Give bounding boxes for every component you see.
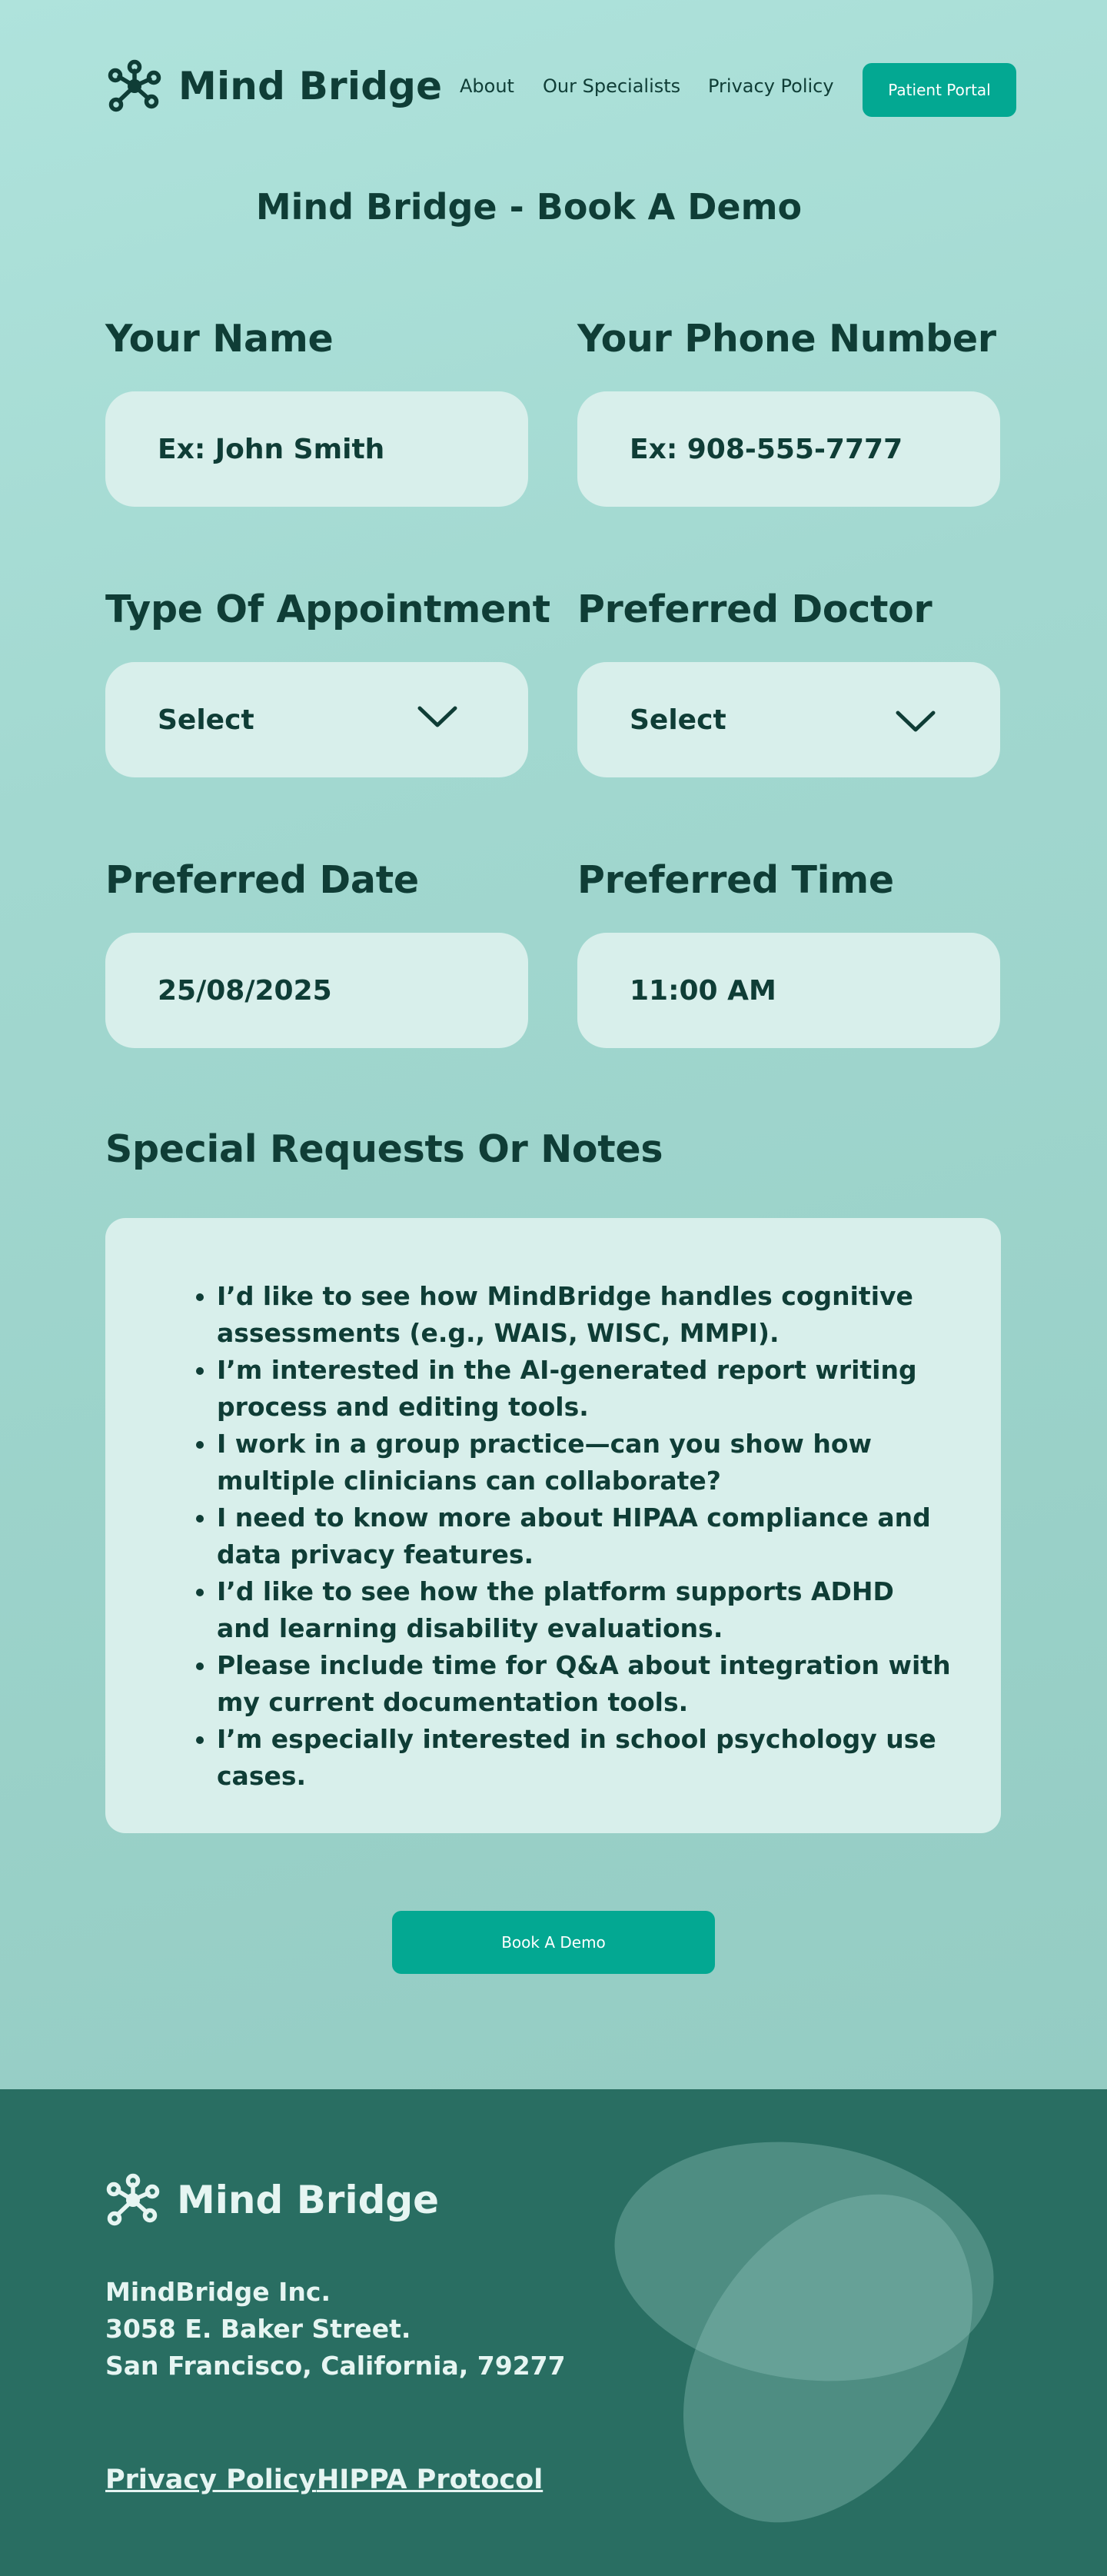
preferred-doctor-select[interactable] xyxy=(577,662,1000,777)
street-address: 3058 E. Baker Street. xyxy=(105,2314,411,2344)
notes-list xyxy=(186,1278,955,1795)
molecule-logo-icon xyxy=(106,2172,160,2228)
chevron-down-icon xyxy=(896,710,936,733)
phone-label: Your Phone Number xyxy=(577,317,996,361)
phone-input[interactable] xyxy=(577,391,1000,507)
chevron-down-icon xyxy=(417,705,457,728)
footer-privacy-policy-link[interactable]: Privacy Policy xyxy=(105,2465,317,2495)
preferred-time-label: Preferred Time xyxy=(577,858,894,902)
header-logo[interactable] xyxy=(108,58,442,114)
appointment-type-label: Type Of Appointment xyxy=(105,587,550,631)
page-title: Mind Bridge - Book A Demo xyxy=(255,186,803,228)
name-input[interactable] xyxy=(105,391,528,507)
preferred-time-input[interactable] xyxy=(577,933,1000,1048)
brand-name: Mind Bridge xyxy=(178,64,443,108)
nav-our-specialists[interactable]: Our Specialists xyxy=(543,75,681,97)
preferred-date-value: 25/08/2025 xyxy=(158,974,332,1007)
note-item: • I’d like to see how the platform supports ADHD and learning disability evaluations. xyxy=(217,1573,955,1647)
footer-brand-name: Mind Bridge xyxy=(177,2178,440,2222)
note-item: • Please include time for Q&A about integration with my current documentation tools. xyxy=(217,1647,955,1721)
preferred-date-label: Preferred Date xyxy=(105,858,419,902)
appointment-type-select[interactable] xyxy=(105,662,528,777)
preferred-doctor-label: Preferred Doctor xyxy=(577,587,932,631)
nav-about[interactable]: About xyxy=(460,75,514,97)
company-name: MindBridge Inc. xyxy=(105,2277,331,2307)
footer-logo[interactable] xyxy=(106,2172,439,2228)
name-placeholder: Ex: John Smith xyxy=(158,433,385,465)
molecule-logo-icon xyxy=(108,58,161,114)
footer-hippa-protocol-link[interactable]: HIPPA Protocol xyxy=(317,2465,544,2495)
name-label: Your Name xyxy=(105,317,334,361)
book-demo-button[interactable]: Book A Demo xyxy=(392,1911,715,1974)
note-item: • I’m interested in the AI-generated report writing process and editing tools. xyxy=(217,1352,955,1426)
patient-portal-button[interactable]: Patient Portal xyxy=(863,63,1016,117)
note-item: • I need to know more about HIPAA compliance and data privacy features. xyxy=(217,1499,955,1573)
footer xyxy=(0,2089,1107,2576)
footer-address xyxy=(105,2274,566,2385)
phone-placeholder: Ex: 908-555-7777 xyxy=(630,433,903,465)
appointment-type-value: Select xyxy=(158,704,254,736)
preferred-time-value: 11:00 AM xyxy=(630,974,776,1007)
notes-label: Special Requests Or Notes xyxy=(105,1127,663,1171)
city-address: San Francisco, California, 79277 xyxy=(105,2351,566,2381)
preferred-date-input[interactable] xyxy=(105,933,528,1048)
note-item: • I’d like to see how MindBridge handles cognitive assessments (e.g., WAIS, WISC, MMPI). xyxy=(217,1278,955,1352)
note-item: • I work in a group practice—can you show how multiple clinicians can collaborate? xyxy=(217,1426,955,1499)
notes-textarea[interactable] xyxy=(105,1218,1001,1833)
nav-privacy-policy[interactable]: Privacy Policy xyxy=(708,75,834,97)
note-item: • I’m especially interested in school psychology use cases. xyxy=(217,1721,955,1795)
preferred-doctor-value: Select xyxy=(630,704,726,736)
